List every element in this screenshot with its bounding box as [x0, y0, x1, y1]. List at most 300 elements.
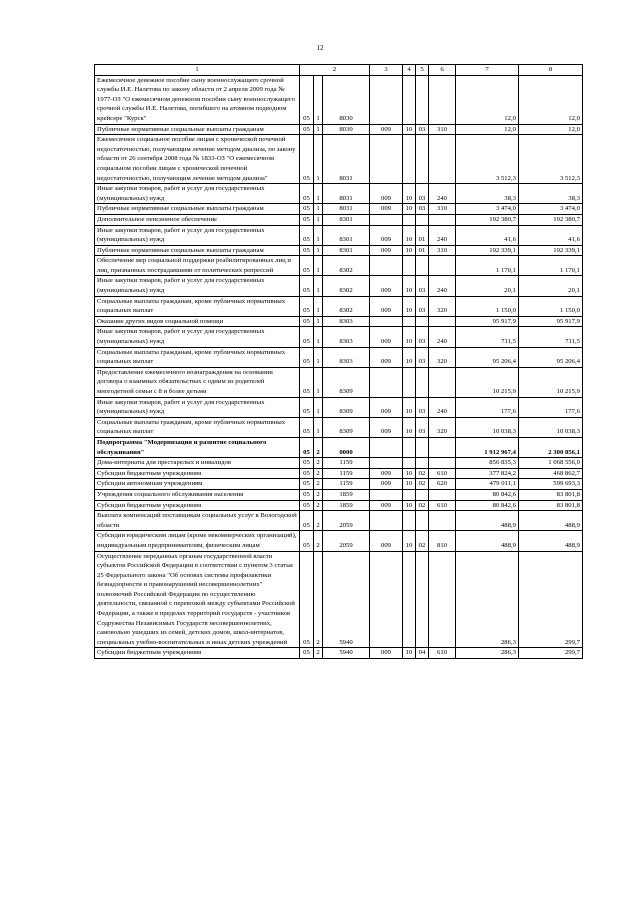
row-name-cell: Дополнительное пенсионное обеспечение: [95, 214, 300, 225]
section-code-cell: 10: [403, 648, 416, 659]
section-code-cell: [403, 551, 416, 648]
header-cell: 6: [429, 65, 456, 76]
section-code-cell: [403, 437, 416, 457]
section-code-cell: 10: [403, 417, 416, 437]
amount-year2-cell: 1 150,0: [519, 296, 583, 316]
amount-year2-cell: 12,0: [519, 75, 583, 124]
expense-type-cell: 610: [429, 648, 456, 659]
budget-table: [94, 64, 583, 659]
table-row: [95, 214, 583, 225]
section-code-cell: 10: [403, 124, 416, 135]
expense-type-cell: [429, 316, 456, 327]
table-row: [95, 276, 583, 296]
subsection-code-cell: 03: [416, 397, 429, 417]
subsection-code-cell: 03: [416, 276, 429, 296]
expense-type-cell: 240: [429, 276, 456, 296]
table-row: [95, 531, 583, 551]
program-code-cell: 05: [300, 397, 314, 417]
subprogram-code-cell: 1: [314, 347, 323, 367]
ministry-code-cell: 009: [370, 184, 403, 204]
subprogram-code-cell: 2: [314, 511, 323, 531]
amount-year2-cell: 95 917,9: [519, 316, 583, 327]
direction-code-cell: 8303: [323, 347, 370, 367]
header-cell: 3: [370, 65, 403, 76]
row-name-cell: Субсидии юридическим лицам (кроме некоммерческих организаций), индивидуальным предпринимателям, физическим лицам: [95, 531, 300, 551]
table-row: [95, 397, 583, 417]
expense-type-cell: [429, 256, 456, 276]
amount-year1-cell: 80 842,6: [456, 500, 519, 511]
header-row: [95, 65, 583, 76]
amount-year2-cell: 488,9: [519, 511, 583, 531]
ministry-code-cell: 009: [370, 124, 403, 135]
ministry-code-cell: 009: [370, 397, 403, 417]
expense-type-cell: 240: [429, 327, 456, 347]
program-code-cell: 05: [300, 458, 314, 469]
ministry-code-cell: [370, 489, 403, 500]
row-name-cell: Иные закупки товаров, работ и услуг для государственных (муниципальных) нужд: [95, 327, 300, 347]
program-code-cell: 05: [300, 551, 314, 648]
section-code-cell: [403, 214, 416, 225]
table-row: [95, 648, 583, 659]
table-row: [95, 75, 583, 124]
program-code-cell: 05: [300, 437, 314, 457]
row-name-cell: Публичные нормативные социальные выплаты гражданам: [95, 204, 300, 215]
table-row: [95, 511, 583, 531]
direction-code-cell: 2059: [323, 531, 370, 551]
expense-type-cell: 240: [429, 184, 456, 204]
program-code-cell: 05: [300, 245, 314, 256]
program-code-cell: 05: [300, 124, 314, 135]
program-code-cell: 05: [300, 500, 314, 511]
ministry-code-cell: 009: [370, 327, 403, 347]
direction-code-cell: 8302: [323, 296, 370, 316]
table-row: [95, 500, 583, 511]
amount-year2-cell: 3 474,0: [519, 204, 583, 215]
amount-year1-cell: 1 170,1: [456, 256, 519, 276]
subsection-code-cell: [416, 489, 429, 500]
direction-code-cell: 8302: [323, 276, 370, 296]
expense-type-cell: 320: [429, 347, 456, 367]
expense-type-cell: 610: [429, 500, 456, 511]
subsection-code-cell: 02: [416, 479, 429, 490]
program-code-cell: 05: [300, 296, 314, 316]
direction-code-cell: 8301: [323, 214, 370, 225]
program-code-cell: 05: [300, 347, 314, 367]
subprogram-code-cell: 1: [314, 75, 323, 124]
amount-year2-cell: 38,3: [519, 184, 583, 204]
subprogram-code-cell: 1: [314, 225, 323, 245]
subsection-code-cell: [416, 437, 429, 457]
amount-year2-cell: 10 215,9: [519, 367, 583, 397]
subsection-code-cell: 03: [416, 347, 429, 367]
amount-year1-cell: 3 474,0: [456, 204, 519, 215]
amount-year2-cell: 192 339,1: [519, 245, 583, 256]
subsection-code-cell: 03: [416, 327, 429, 347]
table-row: [95, 458, 583, 469]
ministry-code-cell: 009: [370, 648, 403, 659]
amount-year2-cell: 1 170,1: [519, 256, 583, 276]
table-row: [95, 204, 583, 215]
subprogram-code-cell: 1: [314, 214, 323, 225]
amount-year1-cell: 10 038,3: [456, 417, 519, 437]
subprogram-code-cell: 1: [314, 276, 323, 296]
section-code-cell: [403, 135, 416, 184]
table-row: [95, 479, 583, 490]
subprogram-code-cell: 1: [314, 417, 323, 437]
expense-type-cell: [429, 214, 456, 225]
ministry-code-cell: 009: [370, 245, 403, 256]
amount-year1-cell: 80 842,6: [456, 489, 519, 500]
amount-year1-cell: 1 912 967,4: [456, 437, 519, 457]
direction-code-cell: 8031: [323, 184, 370, 204]
header-cell: 5: [416, 65, 429, 76]
direction-code-cell: 8030: [323, 124, 370, 135]
ministry-code-cell: [370, 75, 403, 124]
expense-type-cell: [429, 75, 456, 124]
direction-code-cell: 1159: [323, 458, 370, 469]
subsection-code-cell: 04: [416, 648, 429, 659]
direction-code-cell: 5940: [323, 648, 370, 659]
amount-year1-cell: 286,3: [456, 551, 519, 648]
amount-year1-cell: 377 824,2: [456, 468, 519, 479]
row-name-cell: Субсидии бюджетным учреждениям: [95, 648, 300, 659]
amount-year2-cell: 468 862,7: [519, 468, 583, 479]
program-code-cell: 05: [300, 204, 314, 215]
section-code-cell: 10: [403, 204, 416, 215]
amount-year1-cell: 192 380,7: [456, 214, 519, 225]
row-name-cell: Предоставление ежемесячного вознаграждения на основании договора о взаимных обязательствах с одним из родителей многодетной семьи с 8 и более детьми: [95, 367, 300, 397]
subsection-code-cell: 01: [416, 225, 429, 245]
amount-year2-cell: 1 068 556,0: [519, 458, 583, 469]
amount-year2-cell: 599 693,3: [519, 479, 583, 490]
subsection-code-cell: [416, 75, 429, 124]
row-name-cell: Иные закупки товаров, работ и услуг для государственных (муниципальных) нужд: [95, 184, 300, 204]
section-code-cell: [403, 256, 416, 276]
subsection-code-cell: 03: [416, 296, 429, 316]
expense-type-cell: 810: [429, 531, 456, 551]
program-code-cell: 05: [300, 256, 314, 276]
subsection-code-cell: 02: [416, 468, 429, 479]
row-name-cell: Субсидии бюджетным учреждениям: [95, 500, 300, 511]
amount-year2-cell: 711,5: [519, 327, 583, 347]
table-body: [95, 75, 583, 658]
subprogram-code-cell: 1: [314, 397, 323, 417]
table-row: [95, 367, 583, 397]
subprogram-code-cell: 1: [314, 204, 323, 215]
section-code-cell: [403, 316, 416, 327]
section-code-cell: 10: [403, 276, 416, 296]
table-row: [95, 225, 583, 245]
ministry-code-cell: [370, 256, 403, 276]
table-row: [95, 437, 583, 457]
table-row: [95, 135, 583, 184]
direction-code-cell: 8302: [323, 256, 370, 276]
amount-year1-cell: 95 206,4: [456, 347, 519, 367]
section-code-cell: 10: [403, 531, 416, 551]
row-name-cell: Иные закупки товаров, работ и услуг для государственных (муниципальных) нужд: [95, 225, 300, 245]
ministry-code-cell: 009: [370, 204, 403, 215]
direction-code-cell: 8303: [323, 316, 370, 327]
direction-code-cell: 8309: [323, 397, 370, 417]
direction-code-cell: 2059: [323, 511, 370, 531]
direction-code-cell: 8031: [323, 204, 370, 215]
row-name-cell: Оказание других видов социальной помощи: [95, 316, 300, 327]
amount-year2-cell: 95 206,4: [519, 347, 583, 367]
amount-year2-cell: 488,9: [519, 531, 583, 551]
section-code-cell: 10: [403, 347, 416, 367]
program-code-cell: 05: [300, 417, 314, 437]
row-name-cell: Выплата компенсаций поставщикам социальных услуг в Вологодской области: [95, 511, 300, 531]
row-name-cell: Учреждения социального обслуживания населения: [95, 489, 300, 500]
row-name-cell: Дома-интернаты для престарелых и инвалидов: [95, 458, 300, 469]
table-row: [95, 296, 583, 316]
header-cell: 2: [300, 65, 370, 76]
subsection-code-cell: [416, 458, 429, 469]
program-code-cell: 05: [300, 511, 314, 531]
subsection-code-cell: 02: [416, 531, 429, 551]
row-name-cell: Публичные нормативные социальные выплаты гражданам: [95, 245, 300, 256]
direction-code-cell: 8309: [323, 367, 370, 397]
ministry-code-cell: 009: [370, 417, 403, 437]
amount-year2-cell: 299,7: [519, 551, 583, 648]
subprogram-code-cell: 1: [314, 135, 323, 184]
subprogram-code-cell: 2: [314, 489, 323, 500]
direction-code-cell: 1859: [323, 500, 370, 511]
section-code-cell: [403, 458, 416, 469]
row-name-cell: Иные закупки товаров, работ и услуг для государственных (муниципальных) нужд: [95, 276, 300, 296]
expense-type-cell: [429, 489, 456, 500]
program-code-cell: 05: [300, 531, 314, 551]
ministry-code-cell: [370, 551, 403, 648]
direction-code-cell: 1159: [323, 468, 370, 479]
direction-code-cell: 8309: [323, 417, 370, 437]
amount-year1-cell: 286,3: [456, 648, 519, 659]
row-name-cell: Социальные выплаты гражданам, кроме публичных нормативных социальных выплат: [95, 417, 300, 437]
direction-code-cell: 8031: [323, 135, 370, 184]
expense-type-cell: 320: [429, 296, 456, 316]
section-code-cell: 10: [403, 296, 416, 316]
amount-year1-cell: 95 917,9: [456, 316, 519, 327]
expense-type-cell: [429, 458, 456, 469]
amount-year2-cell: 12,0: [519, 124, 583, 135]
amount-year2-cell: 177,6: [519, 397, 583, 417]
direction-code-cell: 0000: [323, 437, 370, 457]
ministry-code-cell: [370, 367, 403, 397]
section-code-cell: 10: [403, 479, 416, 490]
ministry-code-cell: 009: [370, 479, 403, 490]
amount-year1-cell: 20,1: [456, 276, 519, 296]
section-code-cell: 10: [403, 245, 416, 256]
program-code-cell: 05: [300, 276, 314, 296]
subsection-code-cell: 03: [416, 204, 429, 215]
table-row: [95, 184, 583, 204]
direction-code-cell: 8303: [323, 327, 370, 347]
amount-year2-cell: 299,7: [519, 648, 583, 659]
row-name-cell: Субсидии бюджетным учреждениям: [95, 468, 300, 479]
amount-year1-cell: 3 512,3: [456, 135, 519, 184]
amount-year2-cell: 41,6: [519, 225, 583, 245]
amount-year1-cell: 177,6: [456, 397, 519, 417]
table-row: [95, 417, 583, 437]
ministry-code-cell: 009: [370, 296, 403, 316]
program-code-cell: 05: [300, 75, 314, 124]
expense-type-cell: [429, 437, 456, 457]
amount-year1-cell: 711,5: [456, 327, 519, 347]
section-code-cell: 10: [403, 500, 416, 511]
subsection-code-cell: 03: [416, 184, 429, 204]
program-code-cell: 05: [300, 648, 314, 659]
section-code-cell: 10: [403, 184, 416, 204]
section-code-cell: [403, 489, 416, 500]
program-code-cell: 05: [300, 489, 314, 500]
table-row: [95, 327, 583, 347]
amount-year1-cell: 856 835,3: [456, 458, 519, 469]
amount-year2-cell: 20,1: [519, 276, 583, 296]
expense-type-cell: 320: [429, 417, 456, 437]
subprogram-code-cell: 2: [314, 531, 323, 551]
subprogram-code-cell: 1: [314, 296, 323, 316]
section-code-cell: [403, 511, 416, 531]
amount-year1-cell: 12,0: [456, 75, 519, 124]
amount-year2-cell: 83 801,8: [519, 489, 583, 500]
expense-type-cell: 310: [429, 245, 456, 256]
subprogram-code-cell: 2: [314, 437, 323, 457]
amount-year1-cell: 41,6: [456, 225, 519, 245]
ministry-code-cell: [370, 135, 403, 184]
ministry-code-cell: 009: [370, 347, 403, 367]
subprogram-code-cell: 2: [314, 468, 323, 479]
table-row: [95, 551, 583, 648]
table-row: [95, 347, 583, 367]
expense-type-cell: 310: [429, 204, 456, 215]
row-name-cell: Ежемесячное денежное пособие сыну военнослужащего срочной службы И.Е. Налетова по закону области от 2 апреля 2009 года № 1977-ОЗ "О ежемесячном денежном пособии сыну военнослужащего срочной службы И.Е. Налетова, погибшего на атомном подводном крейсере "Курск": [95, 75, 300, 124]
ministry-code-cell: 009: [370, 276, 403, 296]
row-name-cell: Социальные выплаты гражданам, кроме публичных нормативных социальных выплат: [95, 296, 300, 316]
expense-type-cell: 240: [429, 397, 456, 417]
subsection-code-cell: [416, 316, 429, 327]
program-code-cell: 05: [300, 327, 314, 347]
table-row: [95, 124, 583, 135]
direction-code-cell: 8301: [323, 245, 370, 256]
amount-year1-cell: 12,0: [456, 124, 519, 135]
section-code-cell: 10: [403, 468, 416, 479]
program-code-cell: 05: [300, 184, 314, 204]
subsection-code-cell: [416, 367, 429, 397]
subsection-code-cell: [416, 256, 429, 276]
row-name-cell: Субсидии автономным учреждениям: [95, 479, 300, 490]
program-code-cell: 05: [300, 225, 314, 245]
amount-year2-cell: 3 512,3: [519, 135, 583, 184]
program-code-cell: 05: [300, 316, 314, 327]
amount-year2-cell: 10 038,3: [519, 417, 583, 437]
header-cell: 4: [403, 65, 416, 76]
program-code-cell: 05: [300, 214, 314, 225]
expense-type-cell: [429, 551, 456, 648]
table-row: [95, 468, 583, 479]
direction-code-cell: 8030: [323, 75, 370, 124]
direction-code-cell: 1859: [323, 489, 370, 500]
subprogram-code-cell: 1: [314, 124, 323, 135]
subprogram-code-cell: 2: [314, 648, 323, 659]
direction-code-cell: 8301: [323, 225, 370, 245]
amount-year1-cell: 10 215,9: [456, 367, 519, 397]
subprogram-code-cell: 1: [314, 245, 323, 256]
header-cell: 8: [519, 65, 583, 76]
program-code-cell: 05: [300, 135, 314, 184]
amount-year2-cell: 192 380,7: [519, 214, 583, 225]
row-name-cell: Иные закупки товаров, работ и услуг для государственных (муниципальных) нужд: [95, 397, 300, 417]
ministry-code-cell: [370, 437, 403, 457]
subsection-code-cell: [416, 214, 429, 225]
amount-year2-cell: 83 801,8: [519, 500, 583, 511]
program-code-cell: 05: [300, 367, 314, 397]
expense-type-cell: 610: [429, 468, 456, 479]
table-row: [95, 489, 583, 500]
subprogram-code-cell: 1: [314, 316, 323, 327]
row-name-cell: Обеспечение мер социальной поддержки реабилитированных лиц и лиц, признанных пострадавшими от политических репрессий: [95, 256, 300, 276]
subsection-code-cell: 03: [416, 124, 429, 135]
section-code-cell: [403, 367, 416, 397]
program-code-cell: 05: [300, 468, 314, 479]
direction-code-cell: 1159: [323, 479, 370, 490]
table-row: [95, 245, 583, 256]
table-row: [95, 316, 583, 327]
ministry-code-cell: 009: [370, 500, 403, 511]
amount-year1-cell: 488,9: [456, 531, 519, 551]
page-number: 12: [316, 44, 324, 52]
row-name-cell: Публичные нормативные социальные выплаты гражданам: [95, 124, 300, 135]
subsection-code-cell: [416, 551, 429, 648]
expense-type-cell: [429, 511, 456, 531]
expense-type-cell: 620: [429, 479, 456, 490]
table-row: [95, 256, 583, 276]
amount-year2-cell: 2 300 856,1: [519, 437, 583, 457]
header-cell: 1: [95, 65, 300, 76]
section-code-cell: 10: [403, 225, 416, 245]
ministry-code-cell: [370, 458, 403, 469]
subprogram-code-cell: 2: [314, 551, 323, 648]
ministry-code-cell: 009: [370, 468, 403, 479]
ministry-code-cell: 009: [370, 531, 403, 551]
program-code-cell: 05: [300, 479, 314, 490]
expense-type-cell: 240: [429, 225, 456, 245]
subsection-code-cell: 02: [416, 500, 429, 511]
row-name-cell: Осуществление переданных органам государственной власти субъектов Российской Федерации в соответствии с пунктом 3 статьи 25 Федерального закона "Об основах системы профилактики безнадзорности и правонарушений несовершеннолетних" полномочий Российской Федерации по осуществлению деятельности, связанной с перевозкой между субъектами Российской Федерации, а также в пределах территорий государств - участников Содружества Независимых Государств несовершеннолетних, самовольно ушедших из семей, детских домов, школ-интернатов, специальных учебно-воспитательных и иных детских учреждений: [95, 551, 300, 648]
ministry-code-cell: [370, 316, 403, 327]
subsection-code-cell: [416, 135, 429, 184]
subprogram-code-cell: 1: [314, 367, 323, 397]
expense-type-cell: [429, 367, 456, 397]
subprogram-code-cell: 1: [314, 256, 323, 276]
ministry-code-cell: 009: [370, 225, 403, 245]
amount-year1-cell: 479 011,1: [456, 479, 519, 490]
amount-year1-cell: 38,3: [456, 184, 519, 204]
expense-type-cell: 310: [429, 124, 456, 135]
section-code-cell: 10: [403, 327, 416, 347]
amount-year1-cell: 192 339,1: [456, 245, 519, 256]
subprogram-code-cell: 2: [314, 458, 323, 469]
row-name-cell: Социальные выплаты гражданам, кроме публичных нормативных социальных выплат: [95, 347, 300, 367]
expense-type-cell: [429, 135, 456, 184]
section-code-cell: [403, 75, 416, 124]
subprogram-code-cell: 1: [314, 184, 323, 204]
row-name-cell: Ежемесячное социальное пособие лицам с хронической почечной недостаточностью, получающим лечение методом диализа, по закону области от 26 сентября 2008 года № 1833-ОЗ "О ежемесячном социальном пособии лицам с хронической почечной недостаточностью, получающим лечение методом диализа": [95, 135, 300, 184]
subprogram-code-cell: 2: [314, 479, 323, 490]
subsection-code-cell: 01: [416, 245, 429, 256]
direction-code-cell: 5940: [323, 551, 370, 648]
amount-year1-cell: 1 150,0: [456, 296, 519, 316]
section-code-cell: 10: [403, 397, 416, 417]
